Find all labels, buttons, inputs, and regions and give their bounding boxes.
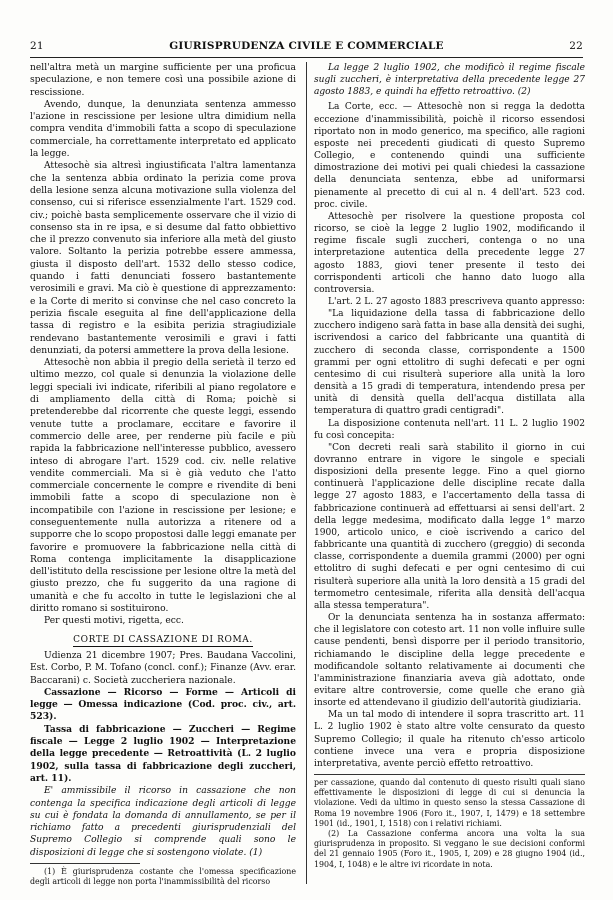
- left-column: [30, 62, 296, 887]
- case-summary-1: Cassazione — Ricorso — Forme — Articoli di legge — Omessa indicazione (Cod. proc. civ., art. 523).: [30, 686, 296, 723]
- page-number-left: 21: [30, 40, 44, 52]
- court-title: CORTE DI CASSAZIONE DI ROMA.: [73, 634, 253, 645]
- right-paragraph-6: "Con decreti reali sarà stabilito il giorno in cui dovranno entrare in vigore le singole e speciali disposizioni della presente legge. Fino a quel giorno continuerà l'applicazione delle discipline recate dalla legge 27 agosto 1883, e l'accertamento della tassa di fabbricazione continuerà ad effettuarsi ai sensi dell'art. 2 della legge medesima, modificato dalla legge 1° marzo 1900, articolo unico, e cioè iscrivendo a carico del fabbricante una quantità di zucchero (greggio) di seconda classe, corrispondente a duemila grammi (2000) per ogni ettolitro di sughi defecati e per ogni centesimo di cui risulterà superiore alla unità la loro densità a 15 gradi del termometro centesimale, riferita alla densità dell'acqua alla stessa temperatura".: [314, 442, 585, 611]
- journal-title: GIURISPRUDENZA CIVILE E COMMERCIALE: [169, 40, 444, 52]
- case-summary-2: Tassa di fabbricazione — Zuccheri — Regime fiscale — Legge 2 luglio 1902 — Interpretazione della legge precedente — Retroattività (L. 2 luglio 1902, sulla tassa di fabbricazione degli zuccheri, art. 11).: [30, 723, 296, 784]
- right-paragraph-8: Ma un tal modo di intendere il sopra trascritto art. 11 L. 2 luglio 1902 è stato altre volte censurato da questo Supremo Collegio; il quale ha ritenuto ch'esso articolo contiene invece una vera e propria disposizione interpretativa, avente perciò effetto retroattivo.: [314, 710, 585, 769]
- right-paragraph-7: Or la denunciata sentenza ha in sostanza affermato: che il legislatore con cotesto art. 11 non volle influire sulle cause pendenti, bensì disporre per il periodo transitorio, richiamando le discipline della legge precedente e modificandole soltanto relativamente ai documenti che l'amministrazione finanziaria aveva già adottato, onde evitare altre controversie, come quelle che erano già insorte ed attendevano il giudizio dell'autorità giudiziaria.: [314, 613, 585, 709]
- footnote-rule-right: [314, 774, 585, 775]
- right-paragraph-2: Attesochè per risolvere la questione proposta col ricorso, se cioè la legge 2 luglio 1902, modificando il regime fiscale sugli zuccheri, contenga o no una interpretazione autentica della precedente legge 27 agosto 1883, giovi tener presente il testo dei corrispondenti articoli che hanno dato luogo alla controversia.: [314, 211, 585, 295]
- right-paragraph-4: "La liquidazione della tassa di fabbricazione dello zucchero indigeno sarà fatta in base alla densità dei sughi, iscrivendosi a carico del fabbricante una quantità di zucchero di seconda classe, corrispondente a 1500 grammi per ogni ettolitro di sughi defecati e per ogni centesimo di cui risulterà superiore alla unità la loro densità a 15 gradi di temperatura, intendendo presa per unità di densità quella dell'acqua distillata alla temperatura di quattro gradi centigradi".: [314, 309, 585, 417]
- column-divider: [306, 62, 307, 884]
- footnote-2: (2) La Cassazione conferma ancora una volta la sua giurisprudenza in proposito. Si veggano le sue decisioni conformi del 21 gennaio 1905 (Foro it., 1905, I, 209) e 28 giugno 1904 (id., 1904, I, 1048) e le altre ivi ricordate in nota.: [314, 829, 585, 869]
- left-paragraph-2: Avendo, dunque, la denunziata sentenza ammesso l'azione in rescissione per lesione ultra dimidium nella compra vendita d'immobili fatta a scopo di speculazione commerciale, ha correttamente interpretato ed applicato la legge.: [30, 99, 296, 160]
- right-paragraph-1: La Corte, ecc. — Attesochè non si regga la dedotta eccezione d'inammissibilità, poichè il ricorso essendosi riportato non in modo generico, ma specifico, alle ragioni esposte nei precedenti giudicati di questo Supremo Collegio, e contenendo quindi una sufficiente dimostrazione dei motivi pei quali chiedesi la cassazione della denunciata sentenza, ebbe ad uniformarsi pienamente al precetto di cui al n. 4 dell'art. 523 cod. proc. civile.: [314, 102, 585, 210]
- right-paragraph-3: L'art. 2 L. 27 agosto 1883 prescriveva quanto appresso:: [328, 296, 585, 307]
- right-column: [314, 62, 585, 870]
- left-paragraph-3: Attesochè sia altresì ingiustificata l'altra lamentanza che la sentenza abbia ordinato la perizia come prova della lesione senza alcuna motivazione sulla violenza del consenso, cui si riferisce essenzialmente l'art. 1529 cod. civ.; poichè basta semplicemente osservare che il vizio di consenso sta in re ipsa, e si desume dal fatto obbiettivo che il prezzo convenuto sia inferiore alla metà del giusto valore. Soltanto la perizia potrebbe essere ammessa, giusta il disposto dell'art. 1532 dello stesso codice, quando i fatti denunciati fossero bastantemente verosimili e gravi. Ma ciò è questione di apprezzamento: e la Corte di merito si convinse che nel caso concreto la perizia fiscale eseguita al fine dell'applicazione della tassa di registro e la esibita perizia stragiudiziale rendevano bastantemente verosimili e gravi i fatti denunziati, da potersi ammettere la prova della lesione.: [30, 161, 296, 356]
- header-rule: [30, 57, 583, 58]
- right-paragraph-5: La disposizione contenuta nell'art. 11 L. 2 luglio 1902 fu così concepita:: [314, 418, 585, 441]
- left-paragraph-5: Per questi motivi, rigetta, ecc.: [44, 616, 184, 627]
- legal-maxim-2: La legge 2 luglio 1902, che modificò il regime fiscale sugli zuccheri, è interpretativa della precedente legge 27 agosto 1883, e quindi ha effetto retroattivo. (2): [314, 63, 585, 98]
- hearing-info: Udienza 21 dicembre 1907; Pres. Baudana Vaccolini, Est. Corbo, P. M. Tofano (concl. conf.); Finanze (Avv. erar. Baccarani) c. Società zuccheriera nazionale.: [30, 650, 296, 686]
- footnote-1-continued: per cassazione, quando dal contenuto di questo risulti quali siano effettivamente le disposizioni di legge di cui si denuncia la violazione. Vedi da ultimo in questo senso la stessa Cassazione di Roma 19 novembre 1906 (Foro it., 1907, I, 1479) e 18 settembre 1901 (id., 1901, I, 1518) con i relativi richiami.: [314, 778, 585, 828]
- court-heading: [30, 634, 296, 646]
- footnote-rule: [30, 863, 140, 864]
- legal-maxim-1: E' ammissibile il ricorso in cassazione che non contenga la specifica indicazione degli articoli di legge su cui è fondata la domanda di annullamento, se per il richiamo fatto a precedenti giurisprudenziali del Supremo Collegio si comprende quali sono le disposizioni di legge che si sostengono violate. (1): [30, 786, 296, 858]
- page-number-right: 22: [569, 40, 583, 52]
- left-paragraph-4: Attesochè non abbia il pregio della serietà il terzo ed ultimo mezzo, col quale si denunzia la violazione delle leggi speciali ivi indicate, riferibili al piano regolatore e di ampliamento della città di Roma; poichè si pretenderebbe dal ricorrente che queste leggi, essendo venute tutte a proclamare, eccitare e favorire il commercio delle aree, per renderne più facile e più rapida la fabbricazione nell'interesse pubblico, avessero inteso di abrogare l'art. 1529 cod. civ. nelle relative vendite commerciali. Ma si è già veduto che l'atto commerciale concernente le compre e rivendite di beni immobili fatte a scopo di speculazione non è incompatibile con l'azione in rescissione per lesione; e conseguentemente nulla autorizza a ritenere od a supporre che lo scopo propostosi dalle leggi emanate per favorire e promuovere la fabbricazione nella città di Roma contenga implicitamente la disapplicazione dell'istituto della rescissione per lesione oltre la metà del giusto prezzo, che fu suggerito da una ragione di umanità e che fu accolto in tutte le legislazioni che al diritto romano si sostituirono.: [30, 358, 296, 615]
- left-paragraph-1: nell'altra metà un margine sufficiente per una proficua speculazione, e non temere così una possibile azione di rescissione.: [30, 63, 296, 98]
- page-header: [30, 40, 583, 54]
- footnote-1-start: (1) È giurisprudenza costante che l'omessa specificazione degli articoli di legge non porta l'inammissibilità del ricorso: [30, 867, 296, 887]
